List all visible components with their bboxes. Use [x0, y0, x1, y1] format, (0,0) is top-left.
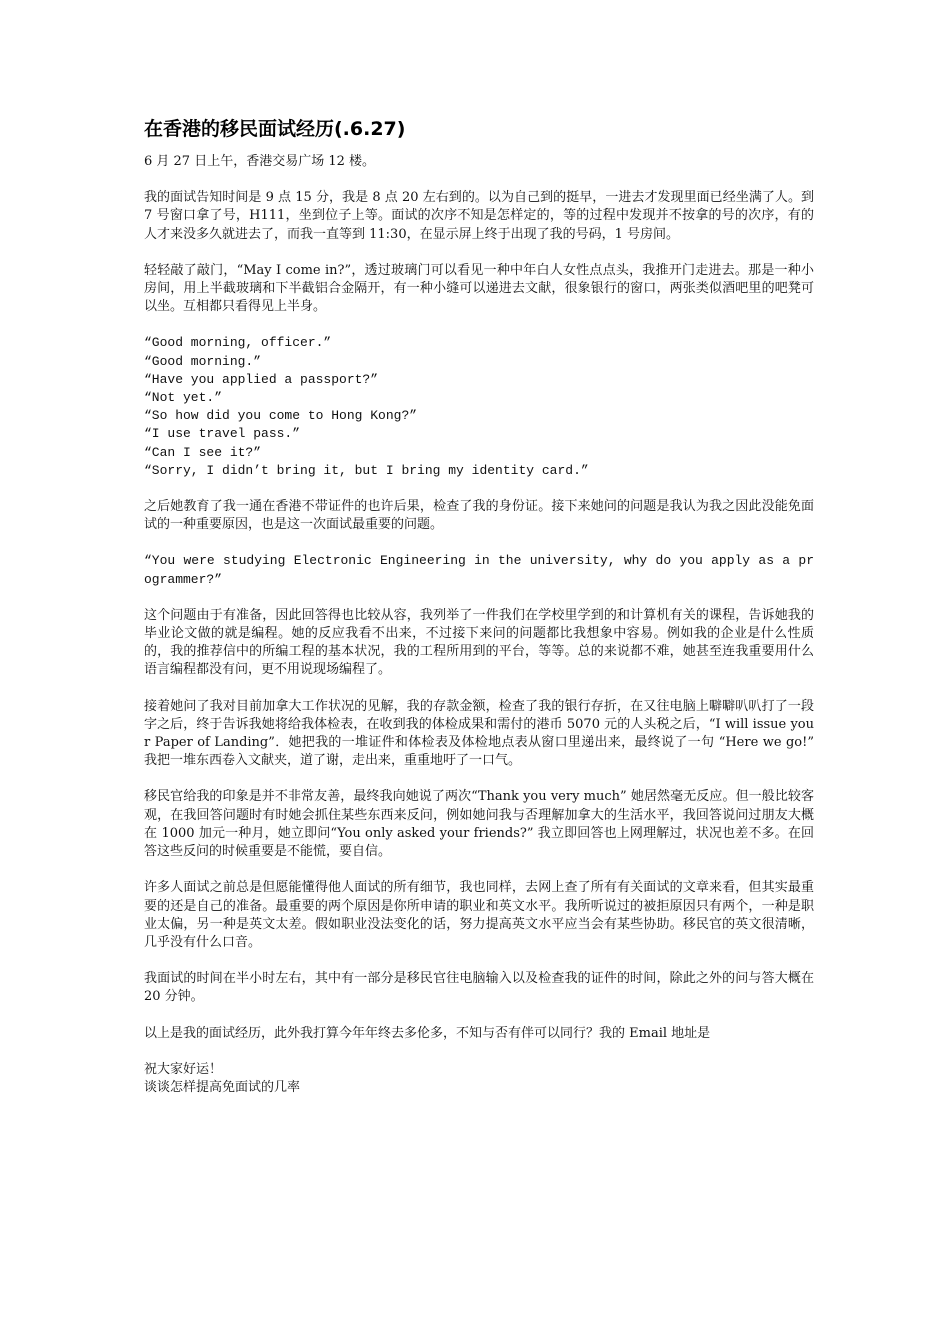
date-line: 6 月 27 日上午，香港交易广场 12 楼。 [144, 154, 376, 169]
paragraph-impression: 移民官给我的印象是并不非常友善，最终我向她说了两次“Thank you very much” 她居然毫无反应。但一般比较客观，在我回答问题时有时她会抓住某些东西来反问，例如她问我与否理解加拿大的生活水平，我回答说问过朋友大概在 1000 加元一种月，她立即问“You only asked your friends?” 我立即回答也上网理解过，状况也差不多。在回答这些反问的时候重要是不能慌，要自信。 [144, 789, 814, 860]
paragraph-advice: 许多人面试之前总是但愿能懂得他人面试的所有细节，我也同样，去网上查了所有有关面试的文章来看，但其实最重要的还是自己的准备。最重要的两个原因是你所申请的职业和英文水平。我所听说过的被拒原因只有两个，一种是职业太偏，另一种是英文太差。假如职业没法变化的话，努力提高英文水平应当会有某些协助。移民官的英文很清晰，几乎没有什么口音。 [144, 880, 814, 950]
dialogue-line: “Have you applied a passport?” [144, 371, 379, 387]
dialogue-line: “So how did you come to Hong Kong?” [144, 408, 418, 424]
paragraph-entering-room: 轻轻敲了敲门，“May I come in?”，透过玻璃门可以看见一种中年白人女性点点头，我推开门走进去。那是一种小房间，用上半截玻璃和下半截铝合金隔开，有一种小缝可以递进去文献，很象银行的窗口，两张类似酒吧里的吧凳可以坐。互相都只看得见上半身。 [144, 262, 814, 315]
paragraph-answer: 这个问题由于有准备，因此回答得也比较从容，我列举了一件我们在学校里学到的和计算机有关的课程，告诉她我的毕业论文做的就是编程。她的反应我看不出来，不过接下来问的问题都比我想象中容易。例如我的企业是什么性质的，我的推荐信中的所编工程的基本状况，我的工程所用到的平台，等等。总的来说都不难，她甚至连我重要用什么语言编程都没有问，更不用说现场编程了。 [144, 607, 814, 678]
document-page [144, 112, 814, 1097]
paragraph-after-dialogue: 之后她教育了我一通在香港不带证件的也许后果，检查了我的身份证。接下来她问的问题是我认为我之因此没能免面试的一种重要原因，也是这一次面试最重要的问题。 [144, 499, 814, 533]
dialogue-line: “Good morning.” [144, 353, 262, 369]
paragraph-travel-plan: 以上是我的面试经历，此外我打算今年年终去多伦多，不知与否有伴可以同行？我的 Email 地址是 [144, 1025, 711, 1041]
next-article-title: 谈谈怎样提高免面试的几率 [144, 1079, 301, 1095]
closing-section [144, 1061, 814, 1097]
closing-greeting: 祝大家好运！ [144, 1061, 223, 1077]
dialogue-line: “I use travel pass.” [144, 426, 301, 442]
paragraph-duration: 我面试的时间在半小时左右，其中有一部分是移民官往电脑输入以及检查我的证件的时间，除此之外的问与答大概在 20 分钟。 [144, 971, 814, 1005]
document-title: 在香港的移民面试经历(.6.27) [144, 118, 406, 140]
interview-dialogue [144, 334, 814, 480]
paragraph-arrival: 我的面试告知时间是 9 点 15 分，我是 8 点 20 左右到的。以为自己到的挺早，一进去才发现里面已经坐满了人。到 7 号窗口拿了号，H111，坐到位子上等。面试的次序不知是怎样定的，等的过程中发现并不按拿的号的次序，有的人才来没多久就进去了，而我一直等到 11:30，在显示屏上终于出现了我的号码，1 号房间。 [144, 190, 814, 242]
dialogue-line: “Can I see it?” [144, 444, 262, 460]
paragraph-medical: 接着她问了我对目前加拿大工作状况的见解，我的存款金额，检查了我的银行存折，在又往电脑上噼噼叭叭打了一段字之后，终于告诉我她将给我体检表，在收到我的体检成果和需付的港币 5070 元的人头税之后，“I will issue your Paper of Landing”．她把我的一堆证件和体检表及体检地点表从窗口里递出来，最终说了一句 “Here we go!” 我把一堆东西卷入文献夹，道了谢，走出来，重重地吁了一口气。 [144, 698, 814, 769]
dialogue-line: “Sorry, I didn’t bring it, but I bring my identity card.” [144, 462, 589, 478]
dialogue-line: “Not yet.” [144, 390, 223, 406]
key-question: “You were studying Electronic Engineering in the university, why do you apply as a programmer?” [144, 553, 814, 587]
dialogue-line: “Good morning, officer.” [144, 335, 332, 351]
